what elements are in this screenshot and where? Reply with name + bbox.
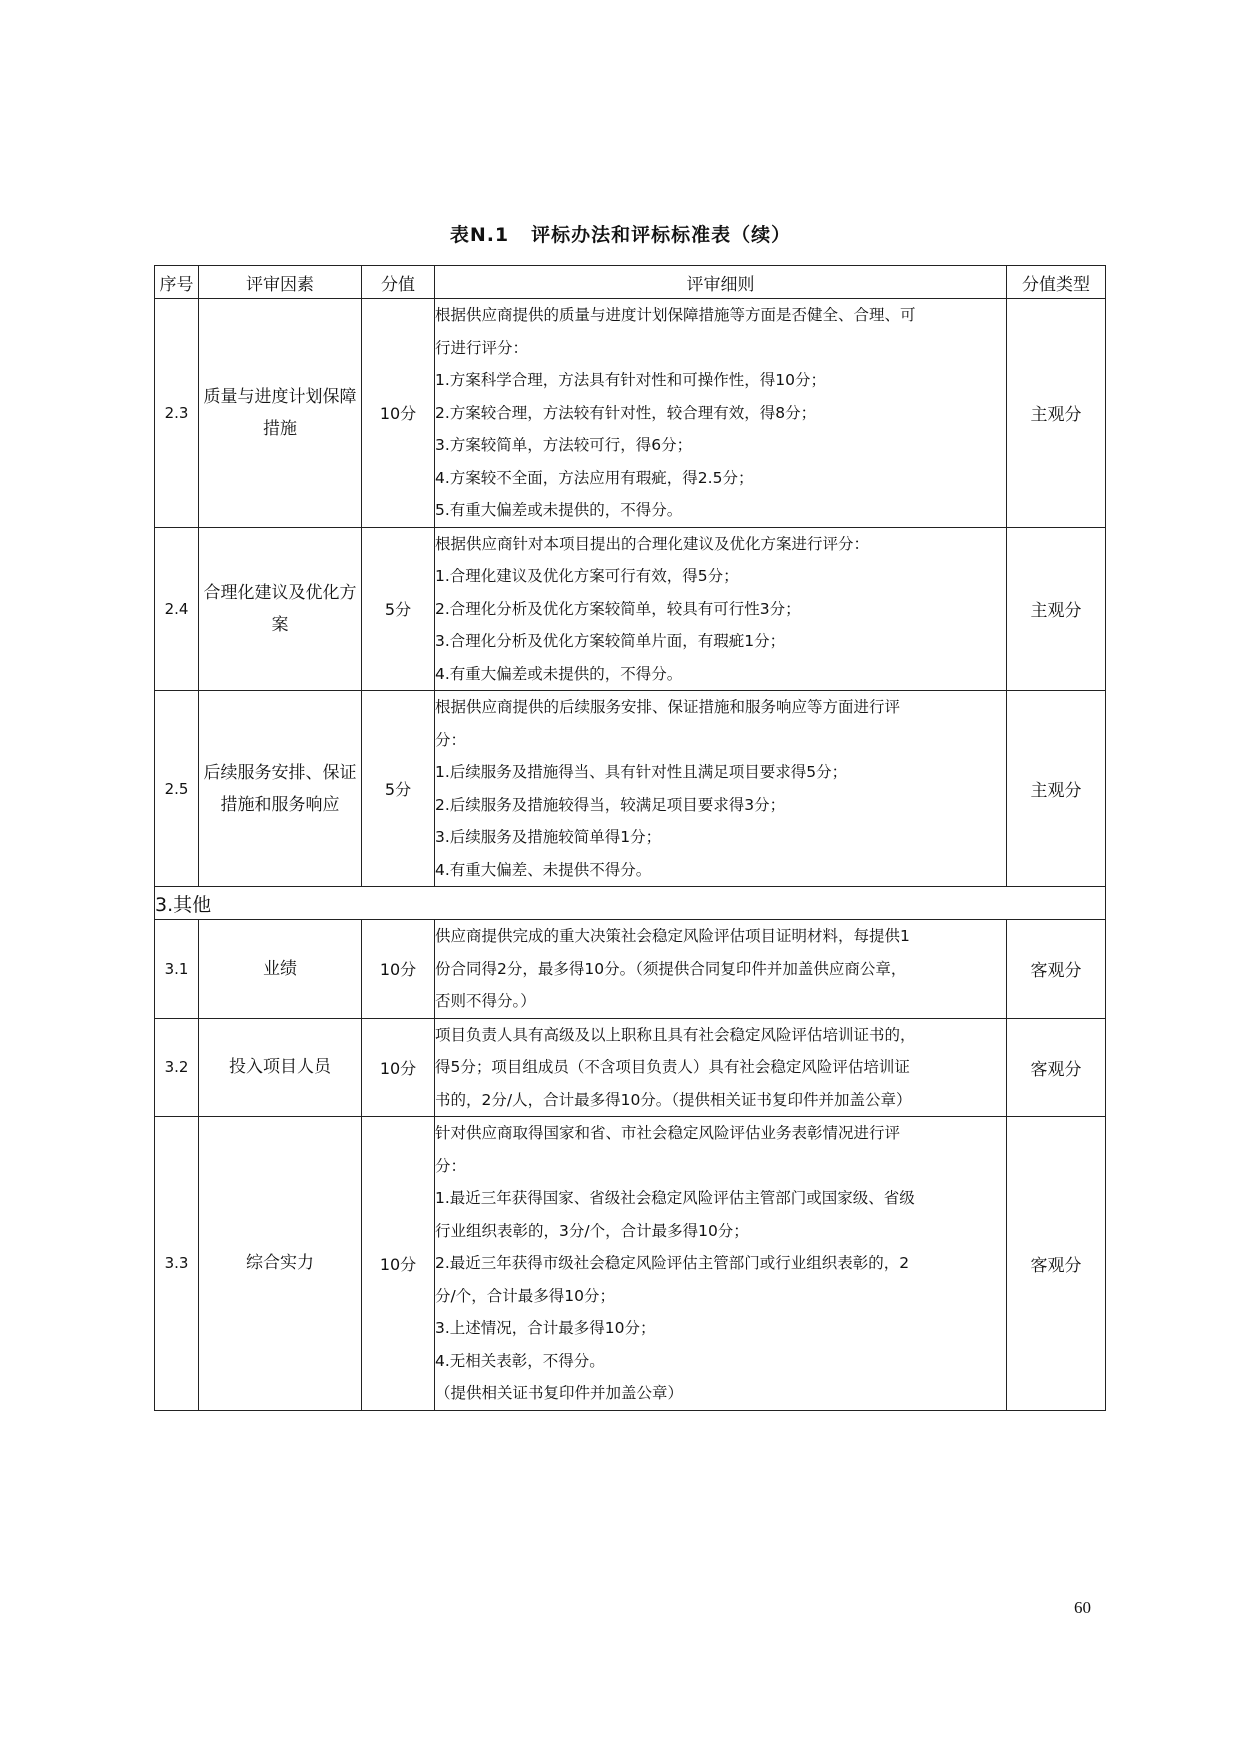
detail-line: 分：	[435, 730, 467, 749]
evaluation-detail	[435, 527, 1007, 691]
score-type: 主观分	[1007, 299, 1106, 528]
score-type: 客观分	[1007, 1117, 1106, 1411]
evaluation-factor: 合理化建议及优化方案	[199, 527, 362, 691]
score-type: 客观分	[1007, 920, 1106, 1019]
evaluation-factor: 后续服务安排、保证措施和服务响应	[199, 691, 362, 887]
detail-line: 根据供应商提供的质量与进度计划保障措施等方面是否健全、合理、可	[435, 306, 916, 324]
detail-line: 1.方案科学合理，方法具有针对性和可操作性，得10分；	[435, 371, 827, 389]
detail-line: 针对供应商取得国家和省、市社会稳定风险评估业务表彰情况进行评	[435, 1124, 901, 1142]
detail-line: 1.最近三年获得国家、省级社会稳定风险评估主管部门或国家级、省级	[435, 1189, 915, 1207]
detail-line: 供应商提供完成的重大决策社会稳定风险评估项目证明材料，每提供1	[435, 927, 910, 945]
detail-line: 3.合理化分析及优化方案较简单片面，有瑕疵1分；	[435, 632, 786, 650]
detail-line: 4.有重大偏差或未提供的，不得分。	[435, 664, 683, 683]
detail-line: 4.有重大偏差、未提供不得分。	[435, 860, 652, 879]
score-value: 10分	[362, 1018, 435, 1117]
detail-line: 分/个，合计最多得10分；	[435, 1286, 615, 1305]
detail-line: 份合同得2分，最多得10分。（须提供合同复印件并加盖供应商公章，	[435, 959, 907, 978]
detail-line: 1.合理化建议及优化方案可行有效，得5分；	[435, 567, 739, 585]
table-row	[155, 527, 1106, 691]
detail-line: 1.后续服务及措施得当、具有针对性且满足项目要求得5分；	[435, 763, 848, 781]
score-value: 10分	[362, 299, 435, 528]
row-number: 3.1	[155, 920, 199, 1019]
detail-line: 行进行评分：	[435, 338, 529, 357]
score-value: 10分	[362, 1117, 435, 1411]
section-label: 3.其他	[155, 887, 1106, 920]
evaluation-factor: 投入项目人员	[199, 1018, 362, 1117]
detail-line: 书的，2分/人，合计最多得10分。（提供相关证书复印件并加盖公章）	[435, 1090, 912, 1109]
header-type: 分值类型	[1007, 266, 1106, 299]
table-row	[155, 1117, 1106, 1411]
table-header-row	[155, 266, 1106, 299]
detail-line: 4.方案较不全面，方法应用有瑕疵，得2.5分；	[435, 468, 754, 487]
evaluation-factor: 综合实力	[199, 1117, 362, 1411]
detail-line: 否则不得分。）	[435, 992, 536, 1010]
row-number: 3.3	[155, 1117, 199, 1411]
detail-line: 4.无相关表彰，不得分。	[435, 1351, 605, 1370]
evaluation-factor: 业绩	[199, 920, 362, 1019]
score-type: 客观分	[1007, 1018, 1106, 1117]
table-name: 评标办法和评标标准表（续）	[531, 224, 792, 246]
detail-line: 行业组织表彰的，3分/个，合计最多得10分；	[435, 1221, 749, 1240]
evaluation-detail	[435, 1018, 1007, 1117]
detail-line: 3.后续服务及措施较简单得1分；	[435, 828, 662, 846]
detail-line: 5.有重大偏差或未提供的，不得分。	[435, 501, 683, 519]
header-detail: 评审细则	[435, 266, 1007, 299]
score-value: 10分	[362, 920, 435, 1019]
score-value: 5分	[362, 527, 435, 691]
header-score: 分值	[362, 266, 435, 299]
detail-line: 项目负责人具有高级及以上职称且具有社会稳定风险评估培训证书的，	[435, 1025, 916, 1044]
detail-line: 2.方案较合理，方法较有针对性，较合理有效，得8分；	[435, 403, 817, 422]
table-title	[0, 220, 1241, 247]
score-type: 主观分	[1007, 691, 1106, 887]
detail-line: （提供相关证书复印件并加盖公章）	[435, 1384, 684, 1402]
detail-line: 分：	[435, 1156, 467, 1175]
evaluation-detail	[435, 1117, 1007, 1411]
detail-line: 2.合理化分析及优化方案较简单，较具有可行性3分；	[435, 599, 801, 618]
table-number: 表N.1	[449, 224, 510, 246]
detail-line: 3.方案较简单，方法较可行，得6分；	[435, 436, 693, 454]
page-number: 60	[1074, 1598, 1091, 1617]
row-number: 2.5	[155, 691, 199, 887]
detail-line: 2.最近三年获得市级社会稳定风险评估主管部门或行业组织表彰的，2	[435, 1254, 910, 1272]
section-row	[155, 887, 1106, 920]
table-row	[155, 1018, 1106, 1117]
evaluation-factor: 质量与进度计划保障措施	[199, 299, 362, 528]
detail-line: 2.后续服务及措施较得当，较满足项目要求得3分；	[435, 795, 786, 814]
table-row	[155, 920, 1106, 1019]
detail-line: 3.上述情况，合计最多得10分；	[435, 1319, 656, 1337]
evaluation-detail	[435, 920, 1007, 1019]
score-value: 5分	[362, 691, 435, 887]
header-factor: 评审因素	[199, 266, 362, 299]
detail-line: 根据供应商针对本项目提出的合理化建议及优化方案进行评分：	[435, 534, 870, 553]
row-number: 2.3	[155, 299, 199, 528]
row-number: 2.4	[155, 527, 199, 691]
evaluation-table	[154, 265, 1106, 1411]
score-type: 主观分	[1007, 527, 1106, 691]
detail-line: 根据供应商提供的后续服务安排、保证措施和服务响应等方面进行评	[435, 698, 901, 716]
header-no: 序号	[155, 266, 199, 299]
detail-line: 得5分；项目组成员（不含项目负责人）具有社会稳定风险评估培训证	[435, 1058, 910, 1076]
table-row	[155, 299, 1106, 528]
table-row	[155, 691, 1106, 887]
evaluation-detail	[435, 691, 1007, 887]
row-number: 3.2	[155, 1018, 199, 1117]
evaluation-detail	[435, 299, 1007, 528]
